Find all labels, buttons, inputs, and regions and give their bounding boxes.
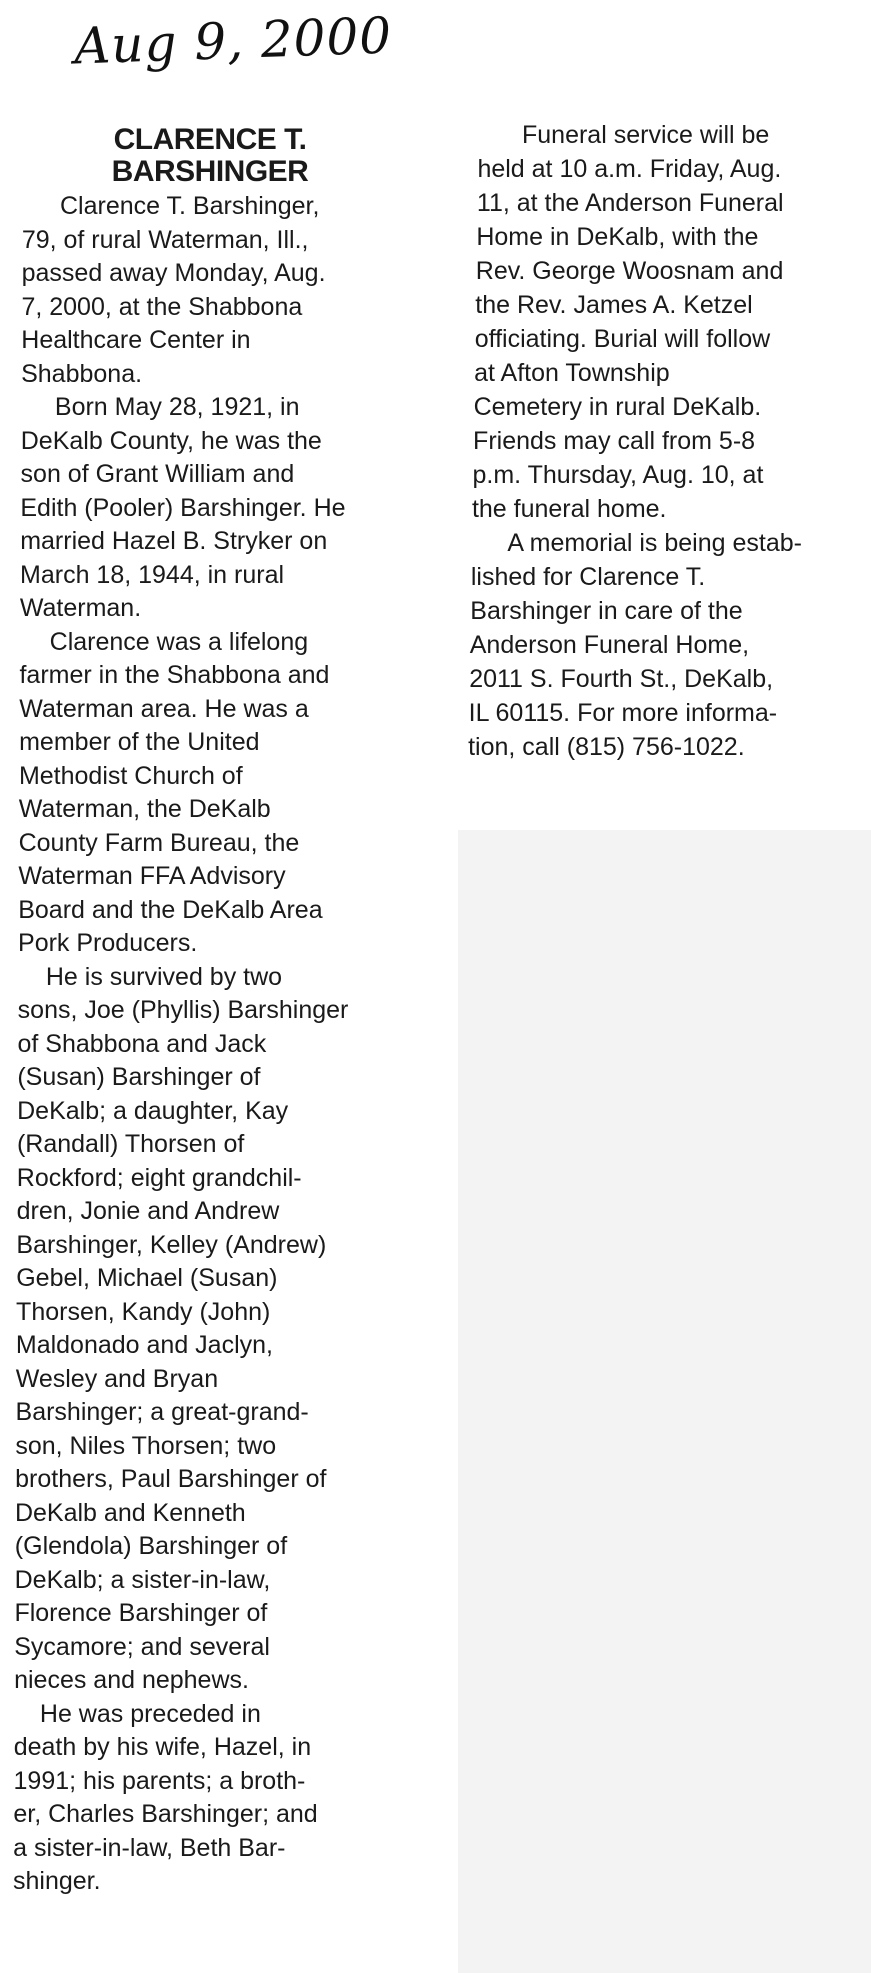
text-line: Waterman area. He was a: [19, 694, 309, 723]
text-line: March 18, 1944, in rural: [20, 560, 285, 589]
text-line: er, Charles Barshinger; and: [13, 1800, 318, 1828]
text-line: Home in DeKalb, with the: [476, 223, 759, 251]
text-line: Gebel, Michael (Susan): [16, 1264, 278, 1292]
text-line: (Susan) Barshinger of: [17, 1063, 261, 1091]
text-line: of Shabbona and Jack: [17, 1029, 267, 1058]
text-line: Anderson Funeral Home,: [469, 631, 750, 659]
text-line: He is survived by two: [45, 962, 283, 991]
text-line: A memorial is being estab-: [507, 529, 802, 557]
text-line: Barshinger in care of the: [470, 597, 743, 625]
text-line: Edith (Pooler) Barshinger. He: [20, 493, 346, 522]
text-line: held at 10 a.m. Friday, Aug.: [477, 155, 782, 183]
text-line: the Rev. James A. Ketzel: [475, 291, 753, 319]
text-line: Healthcare Center in: [21, 326, 251, 354]
handwritten-date: Aug 9, 2000: [73, 6, 393, 76]
text-line: DeKalb; a sister-in-law,: [14, 1565, 271, 1594]
text-line: Barshinger, Kelley (Andrew): [16, 1230, 327, 1259]
text-line: Rev. George Woosnam and: [475, 257, 784, 285]
text-line: married Hazel B. Stryker on: [20, 527, 328, 555]
text-line: 1991; his parents; a broth-: [13, 1766, 306, 1795]
text-line: Funeral service will be: [522, 121, 770, 149]
text-line: (Randall) Thorsen of: [16, 1130, 245, 1158]
text-line: Thorsen, Kandy (John): [16, 1297, 271, 1326]
text-line: Waterman, the DeKalb: [18, 795, 271, 823]
text-line: He was preceded in: [39, 1699, 261, 1728]
text-line: Waterman FFA Advisory: [18, 862, 286, 890]
text-line: Born May 28, 1921, in: [54, 393, 300, 421]
obituary-headline: [40, 124, 380, 188]
text-line: officiating. Burial will follow: [474, 325, 771, 353]
text-line: lished for Clarence T.: [470, 563, 706, 591]
text-line: 11, at the Anderson Funeral: [476, 189, 784, 217]
text-line: a sister-in-law, Beth Bar-: [13, 1833, 286, 1862]
text-line: 7, 2000, at the Shabbona: [21, 292, 303, 321]
text-line: Friends may call from 5-8: [473, 427, 756, 455]
text-line: passed away Monday, Aug.: [21, 259, 326, 287]
text-line: tion, call (815) 756-1022.: [468, 733, 745, 761]
text-line: DeKalb and Kenneth: [14, 1498, 246, 1527]
text-line: death by his wife, Hazel, in: [13, 1733, 312, 1761]
text-line: farmer in the Shabbona and: [19, 661, 330, 689]
text-line: Clarence was a lifelong: [49, 627, 309, 656]
text-line: Pork Producers.: [18, 929, 198, 957]
text-line: p.m. Thursday, Aug. 10, at: [472, 461, 764, 489]
text-line: Maldonado and Jaclyn,: [15, 1331, 273, 1359]
text-line: son of Grant William and: [20, 460, 295, 488]
text-line: sons, Joe (Phyllis) Barshinger: [17, 996, 349, 1024]
text-line: nieces and nephews.: [14, 1666, 249, 1694]
text-line: Board and the DeKalb Area: [18, 895, 323, 924]
text-line: IL 60115. For more informa-: [468, 699, 778, 727]
right-text-column: [462, 118, 867, 764]
text-line: shinger.: [13, 1867, 101, 1895]
headline-line: CLARENCE T.: [113, 123, 307, 156]
text-line: DeKalb; a daughter, Kay: [17, 1096, 289, 1125]
text-line: Florence Barshinger of: [14, 1599, 268, 1627]
text-line: 2011 S. Fourth St., DeKalb,: [469, 665, 774, 693]
text-line: dren, Jonie and Andrew: [16, 1197, 280, 1225]
text-line: Rockford; eight grandchil-: [16, 1163, 302, 1192]
text-line: DeKalb County, he was the: [20, 426, 322, 455]
headline-line: BARSHINGER: [111, 155, 309, 188]
text-line: (Glendola) Barshinger of: [14, 1532, 288, 1560]
text-line: Waterman.: [19, 594, 142, 622]
text-line: Cemetery in rural DeKalb.: [473, 393, 762, 421]
text-line: brothers, Paul Barshinger of: [15, 1465, 327, 1493]
text-line: Methodist Church of: [18, 761, 243, 790]
text-line: 79, of rural Waterman, Ill.,: [21, 225, 309, 254]
text-line: son, Niles Thorsen; two: [15, 1431, 277, 1460]
text-line: Shabbona.: [21, 359, 143, 388]
text-line: Wesley and Bryan: [15, 1364, 219, 1393]
text-line: County Farm Bureau, the: [18, 828, 300, 857]
text-line: Sycamore; and several: [14, 1632, 270, 1661]
left-text-column: [12, 190, 412, 1899]
scan-background-panel: [458, 830, 871, 1973]
text-line: Clarence T. Barshinger,: [60, 192, 320, 220]
text-line: the funeral home.: [471, 495, 667, 523]
text-line: at Afton Township: [474, 359, 670, 387]
text-line: Barshinger; a great-grand-: [15, 1398, 309, 1426]
text-line: member of the United: [19, 728, 260, 756]
